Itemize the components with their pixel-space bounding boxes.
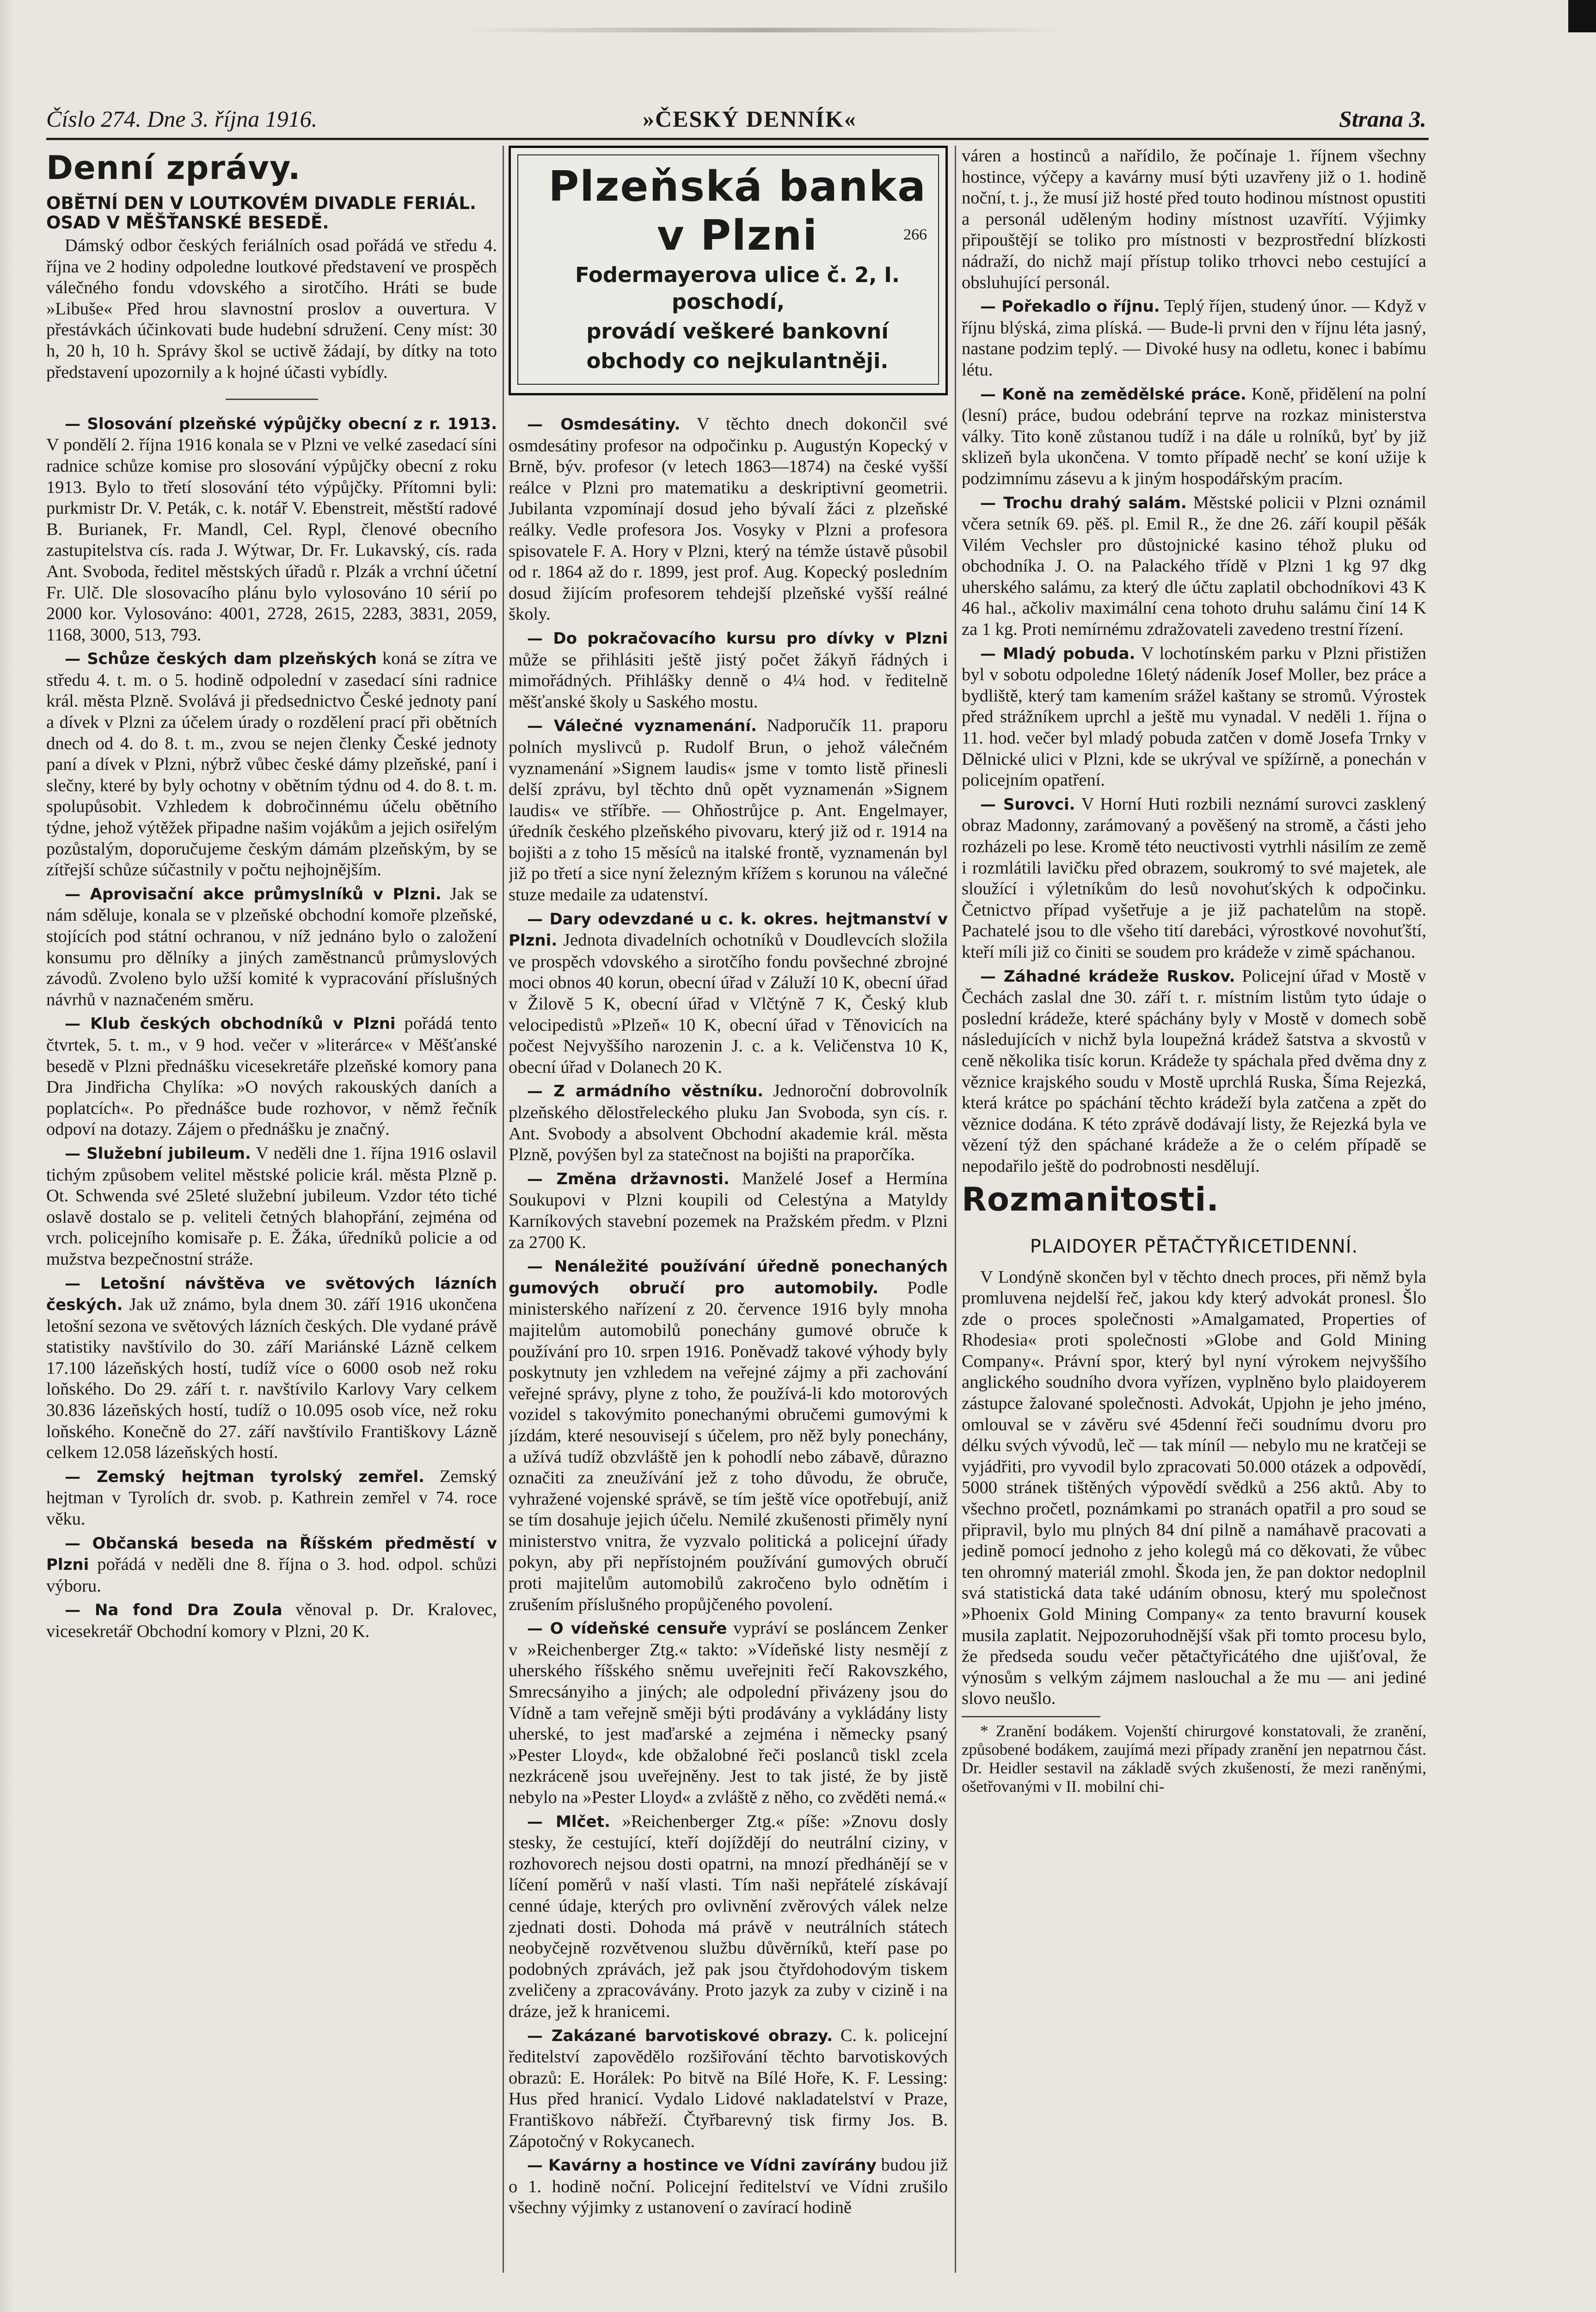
news-headline: — O vídeňské censuře <box>527 1619 727 1638</box>
news-headline: — Mladý pobuda. <box>980 644 1136 663</box>
news-text: V Horní Huti rozbili neznámí surovci zasklený obraz Madonny, zarámovaný a pověšený na stromě, a části jeho rozházeli po lese. Kromě této neuctivosti vytrhli násilím ze země i rozmlátili lavičku před obrazem, soukromý to své majetek, ale sloužící i výletníkům do lesů novohuťských k odpočinku. Četnictvo případ vyšetřuje a je již pachatelům na stopě. Pachatelé jsou to dle všeho tití darebáci, výrostkové novohuťští, kteří míli již co činiti se soudem pro krádeže v zimě spáchanou. <box>962 794 1426 962</box>
news-item <box>509 909 948 1078</box>
news-text: Jednota divadelních ochotníků v Doudlevcích složila ve prospěch vdovského a sirotčího fondu povšechné zbrojné moci obnos 40 korun, obecní úřad v Záluží 10 K, obecní úřad v Žilově 5 K, obecní úřad v Vlčtýně 7 K, Český klub velocipedistů »Plzeň« 10 K, obecní úřad v Těnovicích na počest Nejvyššího narozenin J. c. a k. Veličenstva 10 K, obecní úřad v Dolanech 20 K. <box>509 930 948 1077</box>
news-item <box>962 146 1426 293</box>
news-item <box>962 966 1426 1177</box>
news-headline: — Dary odevzdané u c. k. okres. hejtmanství v Plzni. <box>509 910 948 950</box>
news-text: pořádá tento čtvrtek, 5. t. m., v 9 hod. večer v »literárce« v Měšťanské besedě v Plzni přednášku vicesekretáře plzeňské komory pana Dra Jindřicha Chylíka: »O nových rakouských daních a poplatcích«. Po přednášce bude rozhovor, v němž řečník odpoví na dotazy. Zájem o přednášku je značný. <box>46 1014 497 1139</box>
footnote: * Zranění bodákem. Vojenští chirurgové konstatovali, že zranění, způsobené bodákem, zaujímá mezi případy zranění jen nepatrnou část. Dr. Heidler sestavil na základě svých zkušeností, že mezi raněnými, ošetřovanými v II. mobilní chi- <box>962 1722 1426 1795</box>
news-item <box>46 1599 497 1642</box>
news-item <box>46 648 497 881</box>
news-headline: — Schůze českých dam plzeňských <box>65 650 377 669</box>
news-item <box>46 884 497 1011</box>
news-text: koná se zítra ve středu 4. t. m. o 5. hodině odpolední v zasedací síni radnice král. města Plzně. Svolává ji předsednictvo České jednoty paní a dívek v Plzni za účelem úrady o rozdělení prací při obětních dnech od 4. do 8. t. m., zvou se nejen členky České jednoty paní a dívek v Plzni, nýbrž vůbec české dámy plzeňské, paní i slečny, které by byly ochotny v obětním týdnu od 4. do 8. t. m. spolupůsobit. Vzhledem k dobročinnému účelu obětního týdne, jehož výtěžek připadne našim vojákům a jejich osiřelým pozůstalým, doporučujeme českým dámám plzeňským, by se zítřejší schůze súčastnily v počtu nejhojnějším. <box>46 649 497 880</box>
news-text: Jak už známo, byla dnem 30. září 1916 ukončena letošní sezona ve světových lázních českých. Dle vydané právě statistiky navštívilo do 30. září Mariánské Lázně celkem 17.100 lázeňských hostí, tudíž více o 6000 osob než roku loňského. Do 29. září t. r. navštívilo Karlovy Vary celkem 30.836 lázeňských hostí, tudíž o 10.095 osob více, než roku loňského. Konečně do 27. září navštívilo Františkovy Lázně celkem 12.058 lázeňských hostí. <box>46 1295 497 1463</box>
ad-line: provádí veškeré bankovní <box>586 319 889 344</box>
news-item <box>962 384 1426 490</box>
news-headline: — Občanská beseda na Říšském předměstí v Plzni <box>46 1534 497 1574</box>
news-item <box>962 794 1426 963</box>
news-headline: — Osmdesátiny. <box>527 415 681 434</box>
news-headline: — Služební jubileum. <box>65 1144 251 1163</box>
news-headline: — Kavárny a hostince ve Vídni zavírány <box>527 2156 877 2175</box>
news-item <box>509 1618 948 1808</box>
news-headline: — Trochu drahý salám. <box>980 493 1187 512</box>
issue-date: Číslo 274. Dne 3. října 1916. <box>46 106 318 132</box>
masthead <box>46 105 1426 133</box>
ad-subtitle: v Plzni <box>657 211 818 260</box>
ad-code: 266 <box>903 226 927 243</box>
corner-mark <box>1568 0 1596 32</box>
news-text: V neděli dne 1. října 1916 oslavil tichým způsobem velitel městské policie král. města Plzně p. Ot. Schwenda své 25leté služební jubileum. Vzdor této tiché oslavě dostalo se p. veliteli četných blahopřání, zejména od vrch. policejního komisaře p. E. Žáka, úředníků policie a od mužstva bezpečnostní stráže. <box>46 1143 497 1269</box>
news-text: Jak se nám sděluje, konala se v plzeňské obchodní komoře plzeňské, stojících pod státní ochranou, v níž jednáno bylo o založení konsumu pro dělníky a jiných zaměstnanců průmyslových závodů. Zvoleno bylo užší komité k vypracování příslušných návrhů v naznačeném směru. <box>46 884 497 1009</box>
news-item <box>509 1168 948 1253</box>
news-item <box>509 1081 948 1165</box>
article-subheading: PLAIDOYER PĚTAČTYŘICETIDENNÍ. <box>1030 1236 1358 1257</box>
section-title: Rozmanitosti. <box>962 1180 1220 1218</box>
news-headline: — Letošní návštěva ve světových lázních českých. <box>46 1274 497 1315</box>
footnote-rule <box>962 1716 1100 1717</box>
ad-frame <box>517 154 939 385</box>
news-item <box>962 492 1426 640</box>
news-text: Městské policii v Plzni oznámil včera setník 69. pěš. pl. Emil R., že dne 26. září koupil pěšák Vilém Vechsler pro důstojnické kasino téhož pluku od obchodníka J. O. na Palackého třídě v Plzni 1 kg 97 dkg uherského salámu, za který dle účtu zaplatil obchodníkovi 43 K 46 hal., ačkoliv maximální cena tohoto druhu salámu činí 14 K za 1 kg. Proti nemírnému zdražovateli zavedeno trestní řízení. <box>962 492 1426 639</box>
news-text: Manželé Josef a Hermína Soukupovi v Plzni koupili od Celestýna a Matyldy Karníkových stavební pozemek na Pražském předm. v Plzni za 2700 K. <box>509 1168 948 1252</box>
news-headline: — Mlčet. <box>527 1812 610 1831</box>
news-text: Dámský odbor českých feriálních osad pořádá ve středu 4. října ve 2 hodiny odpoledne loutkové představení ve prospěch válečného fondu vdovského a sirotčího. Hráti se bude »Libuše« Před hrou slavnostní proslov a ouvertura. V přestávkách účinkovati bude hudební sdružení. Ceny míst: 30 h, 20 h, 10 h. Správy škol se uctivě žádají, by dítky na toto představení upozornily a k hojné účasti vybídly. <box>46 236 497 382</box>
news-text: váren a hostinců a nařídilo, že počínaje 1. říjnem všechny hostince, výčepy a kavárny musí býti uzavřeny již o 1. hodině noční, t. j., že musí již hosté před touto hodinou místnost opustiti a personál uděleným hodiny místnost uzavřítí. Výjimky připouštějí se toliko pro místnosti v bezprostřední blízkosti nádraží, do nichž mají přístup toliko trhovci nebo cestující a obsluhující personál. <box>962 146 1426 292</box>
column-3-articles <box>962 146 1426 1177</box>
column-3 <box>962 146 1426 2282</box>
news-item <box>46 413 497 646</box>
ad-line: obchody co nejkulantněji. <box>586 349 889 373</box>
news-headline: — Na fond Dra Zoula <box>65 1601 282 1620</box>
news-headline: — Zakázané barvotiskové obrazy. <box>527 2026 833 2045</box>
news-text: může se přihlásiti ještě jistý počet žákyň řádných i mimořádných. Přihlášky denně o 4¼ hod. v ředitelně měšťanské školy u Saského mostu. <box>509 650 948 712</box>
news-item <box>46 1466 497 1530</box>
news-text: Policejní úřad v Mostě v Čechách zaslal dne 30. září t. r. místním listům tyto údaje o poslední krádeže, které spáchány byly v Mostě v domech sobě následujících v nichž byla loupežná krádež šatstva a skvostů v ceně několika tisíc korun. Krádeže ty spáchala před dvěma dny z věznice krajského soudu v Mostě uprchlá Ruska, Šíma Rejezká, která krátce po spáchání těchto krádeží byla zatčena a zpět do věznice dodána. K této zprávě dodávají listy, že Rejezká byla ve vězení týž den spáchané krádeže a že o celém případě se nepodařilo ještě do podrobnosti nesdělují. <box>962 966 1426 1176</box>
news-item <box>962 296 1426 381</box>
news-headline: — Pořekadlo o říjnu. <box>980 297 1160 316</box>
news-text: pořádá v neděli dne 8. října o 3. hod. odpol. schůzi výboru. <box>46 1555 497 1596</box>
news-text: Teplý říjen, studený únor. — Když v říjnu blýská, zima plíská. — Bude-li prvni den v říjnu léta jasný, nastane podzim teplý. — Divoké husy na odletu, konec i babímu létu. <box>962 296 1426 380</box>
news-headline: — Záhadné krádeže Ruskov. <box>980 967 1235 986</box>
masthead-rule <box>46 138 1429 140</box>
news-text: Zemský hejtman v Tyrolích dr. svob. p. Kathrein zemřel v 74. roce věku. <box>46 1466 497 1529</box>
ad-address: Fodermayerova ulice č. 2, I. poschodí, <box>575 263 900 314</box>
news-text: Nadporučík 11. praporu polních myslivců p. Rudolf Brun, o jehož válečném vyznamenání »Signem laudis« jsme v tomto listě přinesli delší zprávu, byl těchto dnů opět vyznamenán »Signem laudis« ve stříbře. — Ohňostrůjce p. Ant. Engelmayer, úředník českého plzeňského pivovaru, který již od r. 1914 na bojišti a z toho 15 měsíců na italské frontě, vyznamenán byl již po třetí a sice nyní železným křížem s korunou na válečné stuze medaile za udatenství. <box>509 716 948 905</box>
news-headline: — Válečné vyznamenání. <box>527 717 757 736</box>
news-headline: OBĚTNÍ DEN V LOUTKOVÉM DIVADLE FERIÁL. OSAD V MĚŠŤANSKÉ BESEDĚ. <box>46 193 476 233</box>
column-2-articles <box>509 414 948 2219</box>
news-item <box>46 1273 497 1463</box>
news-text: Koně, přidělení na polní (lesní) práce, budou odebrání teprve na rozkaz ministerstva války. Tito koně zůstanou tudíž i na dále u rolníků, byť by již sklizeň byla ukončena. V tomto případě nechť se koní užije k podzimnímu zásevu a k jiným hospodářským pracím. <box>962 384 1426 488</box>
paper-title: »ČESKÝ DENNÍK« <box>643 106 857 132</box>
news-item <box>509 2155 948 2219</box>
bank-advertisement <box>509 146 948 395</box>
news-item <box>509 715 948 905</box>
news-headline: — Surovci. <box>980 795 1075 814</box>
news-headline: — Zemský hejtman tyrolský zemřel. <box>65 1467 425 1486</box>
news-text: V těchto dnech dokončil své osmdesátiny profesor na odpočinku p. Augustýn Kopecký v Brně, býv. profesor (v letech 1863—1874) na české vyšší reálce v Plzni pro matematiku a deskriptivní geometrii. Jubilanta vzpomínají dosud jeho bývalí žáci z plzeňské reálky. Vedle profesora Jos. Vosyky v Plzni a profesora spisovatele F. A. Hory v Plzni, který na témže ústavě působil od r. 1864 až do r. 1899, jest prof. Aug. Kopecký posledním dosud žijícím profesorem tehdejší plzeňské vyšší reálné školy. <box>509 414 948 624</box>
news-text: V pondělí 2. října 1916 konala se v Plzni ve velké zasedací síni radnice schůze komise pro slosování výpůjčky obecní z roku 1913. Bylo to třetí slosování této výpůjčky. Přítomni byli: purkmistr Dr. V. Peták, c. k. notář V. Ebenstreit, městští radové B. Burianek, Fr. Mandl, Cel. Rypl, členové obecního zastupitelstva cís. rada J. Wýtwar, Dr. Fr. Lukavský, cís. rada Ant. Svoboda, ředitel městských úřadů r. Plzák a vrchní účetní Fr. Ulč. Dle slosovacího plánu bylo vylosováno 10 sérií po 2000 kor. Vylosováno: 4001, 2728, 2615, 2283, 3831, 2059, 1168, 3000, 513, 793. <box>46 435 497 645</box>
news-headline: — Změna državnosti. <box>527 1169 730 1188</box>
news-headline: — Klub českých obchodníků v Plzni <box>65 1015 396 1033</box>
separator <box>46 387 497 409</box>
news-headline: — Aprovisační akce průmyslníků v Plzni. <box>65 885 442 904</box>
column-divider <box>955 146 956 2273</box>
news-item <box>509 628 948 713</box>
section-title: Denní zprávy. <box>46 149 301 187</box>
news-headline: — Koně na zemědělské práce. <box>980 385 1246 404</box>
news-text: věnoval p. Dr. Kralovec, vicesekretář Obchodní komory v Plzni, 20 K. <box>46 1600 497 1641</box>
news-text: C. k. policejní ředitelství zapovědělo rozšiřování těchto barvotiskových obrazů: E. Horálek: Po bitvě na Bílé Hoře, K. F. Lessing: Hus před hranicí. Vydalo Lidové nakladatelství v Praze, Františkovo nábřeží. Čtyřbarevný tisk firmy Jos. B. Zápotočný v Rokycanech. <box>509 2025 948 2151</box>
news-item <box>962 643 1426 791</box>
news-text: budou již o 1. hodině noční. Policejní ředitelství ve Vídni zrušilo všechny výjimky z ustanovení o zavírací hodině <box>509 2155 948 2218</box>
news-text: »Reichenberger Ztg.« píše: »Znovu dosly stesky, že cestující, kteří dojíždějí do neutrální ciziny, v rozhovorech nejsou dosti opatrni, na mnozí předhánějí se v líčení poměrů v naší vlasti. Tím naši nepřátelé získávají cenné údaje, kterých pro ovlivnění zvěrových válek nelze zjednati dosti. Dohoda má právě v neutrálních státech neobyčejně rozvětvenou službu důvěrníků, kteří pase po podobných zprávách, jež pak jsou čtyřdohodovým tiskem zveličeny a zpracovávány. Proto jazyk za zuby v cizině i na dráze, jež k hranicemi. <box>509 1811 948 2021</box>
news-text: vypráví se posláncem Zenker v »Reichenberger Ztg.« takto: »Vídeňské listy nesmějí z uherského říšského sněmu uveřejniti řečí Rakovszkého, Smrecsányiho a jiných; ale odpolední přivázeny jsou do Vídně a tam veřejně směji býti prodávány a vykládány listy uherské, to jest maďarské a zejména i německy psaný »Pester Lloyd«, kde obžalobné řeči poslanců tiskl zcela nezkráceně jsou uveřejněny. Jest to tak jisté, že by jistě nebylo na »Pester Lloyd« a zvláště z něho, co zvěděti nemá.« <box>509 1618 948 1807</box>
scan-artifact <box>462 28 1063 32</box>
ad-title: Plzeňská banka <box>548 162 927 211</box>
page-number: Strana 3. <box>1339 106 1426 132</box>
news-item <box>46 1013 497 1140</box>
article-body: V Londýně skončen byl v těchto dnech proces, při němž byla promluvena nejdelší řeč, jakou kdy který advokát pronesl. Šlo zde o proces společnosti »Amalgamated, Properties of Rhodesia« proti společnosti »Globe and Gold Mining Company«. Právní spor, který byl nyní výrokem nejvyššího anglického soudního dvora vyřízen, vyplněno bylo plaidoyerem zástupce žalované společnosti. Advokát, Upjohn je jeho jméno, omlouval se v závěru své 45denní řeči soudnímu dvoru pro délku svých vývodů, leč — tak míníl — nebylo mu ne kratčeji se vyjádřiti, pro vyvodil bylo zpracovati 50.000 otázek a odpovědí, 5000 stránek tištěných výpovědí svědků a 256 aktů. Aby to všechno pročetl, poznámkami po stranách opatřil a pro soud se připravil, bylo mu plných 84 dní pilně a namáhavě pracovati a jedině pomocí jednoho z jeho kolegů má co děkovati, že vůbec ten ohromný materiál zmohl. Škoda jen, že pan doktor nedoplnil svá statistická data také udáním obnosu, který mu společnost »Phoenix Gold Mining Company« za tento bravurní kousek musila zaplatit. Nejpozoruhodnější však při tomto procesu bylo, že předseda soudu večer pětačtyřicátého dne ujišťoval, že výnosům s velkým zájmem naslouchal a že mu — ani jediné slovo neušlo. <box>962 1267 1426 1709</box>
column-1 <box>46 146 497 2282</box>
news-headline: — Z armádního věstníku. <box>527 1082 764 1101</box>
news-text: V lochotínském parku v Plzni přistižen byl v sobotu odpoledne 16letý nádeník Josef Moller, bez práce a bydliště, který tam kamením srážel kaštany se stromů. Výrostek před strážníkem uprchl a ještě mu vynadal. V neděli 1. října o 11. hod. večer byl mladý pobuda zatčen v domě Josefa Trnky v Dělnické ulici v Plzni, kde se ukrýval ve spížírně, a ponechán v policejním opatření. <box>962 643 1426 790</box>
news-headline: — Slosování plzeňské výpůjčky obecní z r. 1913. <box>65 414 497 433</box>
news-headline: — Do pokračovacího kursu pro dívky v Plzni <box>527 629 948 648</box>
column-2 <box>509 146 948 2282</box>
news-item <box>509 414 948 625</box>
news-headline: — Nenáležité používání úředně ponechaných gumových obručí pro automobily. <box>509 1257 948 1297</box>
column-divider <box>503 146 504 2273</box>
column-1-articles <box>46 194 497 1642</box>
news-item <box>509 1811 948 2023</box>
news-text: Podle ministerského nařízení z 20. července 1916 byly mnoha majitelům automobilů ponechány gumové obruče k používání pro 10. srpen 1916. Poněvadž takové výhody byly poskytnuty jen vzhledem na veřejné zájmy a při zachování veřejné správy, plyne z toho, že používá-li kdo motorových vozidel s takovýmito ponechanými obručemi gumovými k jízdám, které nesouvisejí s účelem, pro něž byly ponechány, a užívá tudíž obzvláště jen k pohodlí nebo zábavě, důrazno označiti za zneužívání jež z toho důvodu, že obruče, vyhražené vojenské správě, se tím ještě více opotřebují, aniž se tím dosahuje jejich účelu. Nemilé zkušenosti přiměly nyní ministerstvo vnitra, že vyzvalo politická a policejní úřady pokyn, aby při nepřístojném používání gumových obručí proti majitelům automobilů zakročeno bylo odnětím i zrušením příslušného propůjčeného povolení. <box>509 1278 948 1614</box>
news-item <box>509 2025 948 2152</box>
news-text: Jednoroční dobrovolník plzeňského dělostřeleckého pluku Jan Svoboda, syn cís. r. Ant. Svobody a absolvent Obchodní akademie král. města Plzně, povýšen byl za statečnost na bojišti na praporčíka. <box>509 1081 948 1165</box>
news-item <box>46 1143 497 1270</box>
scan-edge <box>0 0 14 2312</box>
news-item <box>46 1533 497 1597</box>
news-item <box>509 1256 948 1615</box>
